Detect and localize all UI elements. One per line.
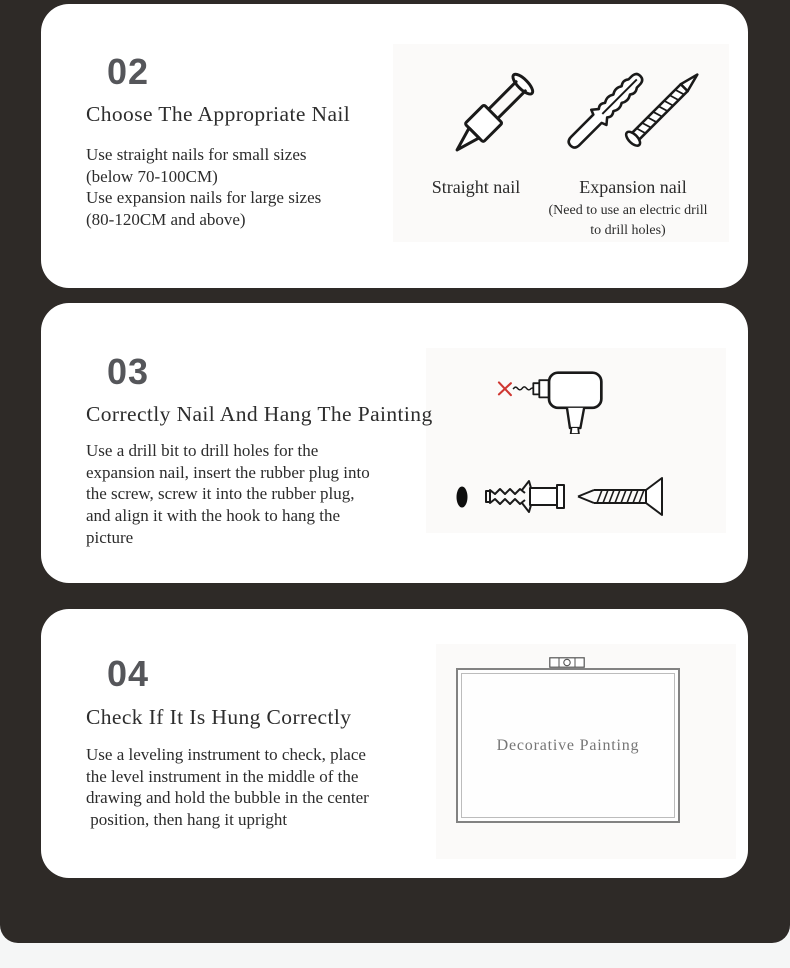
expansion-nail-note — [503, 201, 753, 241]
step-number: 02 — [107, 51, 150, 92]
body-line: the screw, screw it into the rubber plug, — [86, 484, 355, 504]
picture-frame — [456, 668, 680, 823]
step-number: 03 — [107, 351, 150, 392]
red-x-icon — [499, 382, 511, 395]
step-body — [86, 440, 370, 549]
body-line: expansion nail, insert the rubber plug into — [86, 462, 370, 482]
wall-anchor-icon — [486, 481, 564, 512]
step-title: Check If It Is Hung Correctly — [86, 705, 352, 729]
body-line: Use expansion nails for large sizes — [86, 188, 322, 208]
body-line: (below 70-100CM) — [86, 166, 218, 186]
step-number: 04 — [107, 653, 150, 694]
body-line: position, then hang it upright — [86, 810, 288, 830]
body-line: the level instrument in the middle of the — [86, 766, 359, 786]
step-body — [86, 744, 369, 831]
straight-nail-label: Straight nail — [431, 177, 521, 197]
step-title: Choose The Appropriate Nail — [86, 102, 351, 126]
note-line: (Need to use an electric drill — [548, 203, 708, 218]
drilled-hole-icon — [457, 487, 468, 508]
picture-frame-inner — [461, 673, 675, 818]
body-line: picture — [86, 527, 134, 547]
hole-anchor-screw-icons — [452, 472, 668, 518]
body-line: Use straight nails for small sizes — [86, 145, 307, 164]
spirit-level-icon — [549, 657, 585, 668]
screw-icon — [578, 478, 662, 515]
expansion-nail-label: Expansion nail — [579, 177, 687, 197]
body-line: Use a leveling instrument to check, place — [86, 745, 366, 764]
straight-nail-icon — [436, 60, 546, 172]
electric-drill-icon — [495, 363, 615, 434]
body-line: drawing and hold the bubble in the center — [86, 788, 369, 808]
body-line: and align it with the hook to hang the — [86, 506, 341, 526]
body-line: Use a drill bit to drill holes for the — [86, 441, 319, 460]
step-card-03 — [41, 303, 748, 583]
step-card-02 — [41, 4, 748, 288]
expansion-nail-icon — [558, 52, 706, 174]
step-title: Correctly Nail And Hang The Painting — [86, 402, 433, 426]
step-body — [86, 144, 321, 231]
body-line: (80-120CM and above) — [86, 210, 246, 230]
frame-label: Decorative Painting — [496, 736, 640, 754]
note-line: to drill holes) — [590, 223, 666, 238]
step-card-04 — [41, 609, 748, 878]
